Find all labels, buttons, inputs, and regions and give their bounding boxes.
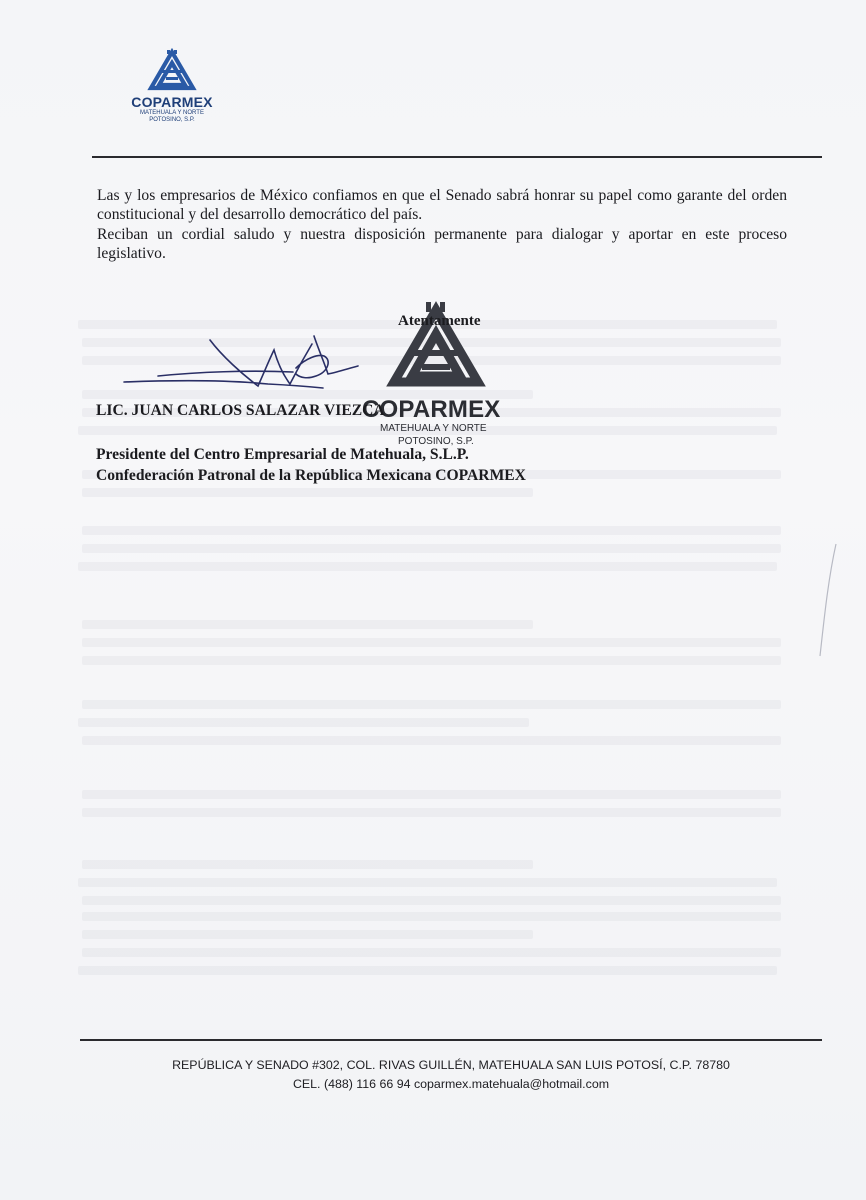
ghost-line — [82, 912, 781, 921]
ghost-line — [82, 808, 781, 817]
stamp-subtitle-1: MATEHUALA Y NORTE — [380, 423, 487, 434]
ghost-line — [82, 896, 781, 905]
ghost-line — [78, 562, 777, 571]
ghost-line — [82, 736, 781, 745]
letterhead-footer — [80, 1056, 822, 1094]
signer-title-line-2: Confederación Patronal de la República Mexicana COPARMEX — [96, 467, 526, 484]
logo-subtitle-1: MATEHUALA Y NORTE — [140, 110, 204, 116]
letter-body — [97, 186, 787, 264]
stamp-subtitle-2: POTOSINO, S.P. — [398, 436, 474, 447]
ghost-line — [82, 620, 533, 629]
body-paragraph-1: Las y los empresarios de México confiamos en que el Senado sabrá honrar su papel como garante del orden constitucional y del desarrollo democrático del país. — [97, 187, 787, 224]
ghost-line — [78, 878, 777, 887]
ghost-line — [82, 860, 533, 869]
ghost-line — [82, 656, 781, 665]
logo-subtitle-2: POTOSINO, S.P. — [149, 117, 195, 123]
handwritten-signature — [118, 328, 378, 413]
coparmex-emblem-icon — [147, 48, 197, 92]
body-paragraph-2: Reciban un cordial saludo y nuestra disposición permanente para dialogar y aportar en este proceso legislativo. — [97, 225, 787, 263]
ghost-line — [82, 948, 781, 957]
signer-title — [96, 444, 526, 486]
coparmex-logo — [122, 48, 222, 124]
header-divider — [92, 156, 822, 158]
stamp-wordmark: COPARMEX — [362, 396, 501, 423]
logo-wordmark: COPARMEX — [131, 94, 213, 110]
ghost-line — [78, 966, 777, 975]
signer-name: LIC. JUAN CARLOS SALAZAR VIEZCA — [96, 402, 385, 419]
margin-pencil-mark — [814, 540, 844, 665]
closing-salutation: Atentamente — [398, 313, 481, 329]
ghost-line — [82, 790, 781, 799]
footer-divider — [80, 1039, 822, 1041]
footer-address: REPÚBLICA Y SENADO #302, COL. RIVAS GUILLÉN, MATEHUALA SAN LUIS POTOSÍ, C.P. 78780 — [172, 1058, 730, 1072]
signer-title-line-1: Presidente del Centro Empresarial de Matehuala, S.L.P. — [96, 446, 469, 463]
ghost-line — [82, 638, 781, 647]
ghost-line — [82, 930, 533, 939]
ghost-line — [82, 544, 781, 553]
footer-contact: CEL. (488) 116 66 94 coparmex.matehuala@hotmail.com — [292, 1077, 610, 1091]
ghost-line — [78, 718, 529, 727]
ghost-line — [82, 700, 781, 709]
ghost-line — [82, 526, 781, 535]
ghost-line — [82, 488, 533, 497]
